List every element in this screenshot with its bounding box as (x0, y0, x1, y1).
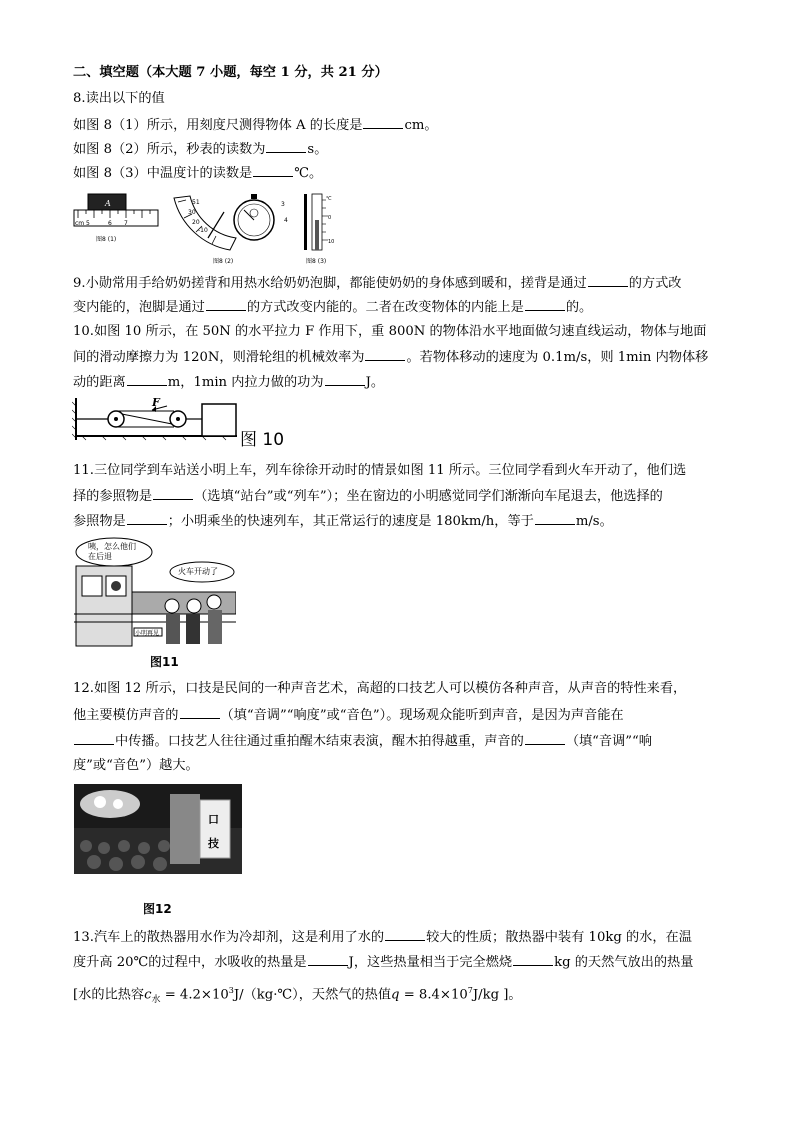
q12-line4: 度”或“音色”）越大。 (73, 758, 199, 773)
unit-text: s。 (307, 142, 328, 157)
q13-line3-text: [水的比热容 (73, 987, 145, 1003)
svg-text:6: 6 (108, 220, 112, 227)
exponent: 7 (467, 986, 473, 995)
q8-line2-text: 如图 8（2）所示，秒表的读数为 (73, 142, 266, 157)
svg-text:cm 5: cm 5 (75, 220, 90, 227)
q12-line1: 12.如图 12 所示，口技是民间的一种声音艺术，高超的口技艺人可以模仿各种声音，从声音的特性来看， (73, 681, 687, 696)
q10-line3-text: 动的距离 (73, 375, 126, 390)
q13-line2 (73, 953, 693, 972)
svg-text:-10: -10 (198, 227, 208, 234)
q10-line3-mid: m，1min 内拉力做的功为 (167, 375, 324, 390)
heat-value: = 8.4×10 (399, 987, 468, 1003)
q12-line3 (73, 732, 652, 751)
answer-blank[interactable] (513, 953, 553, 966)
fig8-1-caption: 图8 (1) (96, 236, 117, 243)
unit-text: cm。 (404, 118, 438, 133)
fig12-caption: 图12 (143, 902, 172, 916)
q11-line2 (73, 487, 663, 506)
force-label: F (152, 396, 160, 409)
svg-text:0: 0 (328, 215, 332, 221)
answer-blank[interactable] (525, 298, 565, 311)
heat-value-symbol: q (391, 987, 400, 1003)
q12-line2-text: 他主要模仿声音的 (73, 708, 179, 723)
q10-line3-tail: J。 (365, 375, 385, 390)
q12-line2-tail: （填“音调”“响度”或“音色”）。现场观众能听到声音，是因为声音能在 (220, 708, 624, 723)
svg-text:51: 51 (192, 199, 200, 206)
answer-blank[interactable] (325, 373, 365, 386)
q8-line3-text: 如图 8（3）中温度计的读数是 (73, 166, 253, 181)
svg-text:3: 3 (281, 201, 285, 208)
q11-line2-text: 择的参照物是 (73, 489, 153, 504)
q11-line1: 11.三位同学到车站送小明上车，列车徐徐开动时的情景如图 11 所示。三位同学看到火车开动了，他们选 (73, 463, 687, 478)
ruler-figure (72, 192, 162, 242)
answer-blank[interactable] (180, 706, 220, 719)
water-subscript: 水 (151, 995, 161, 1006)
q8-line3 (73, 164, 322, 183)
q11-line3-mid: ；小明乘坐的快速列车，其正常运行的速度是 180km/h，等于 (167, 514, 534, 529)
q13-line2-mid: J，这些热量相当于完全燃烧 (348, 955, 513, 970)
answer-blank[interactable] (266, 140, 306, 153)
answer-blank[interactable] (363, 116, 403, 129)
answer-blank[interactable] (308, 953, 348, 966)
answer-blank[interactable] (153, 487, 193, 500)
q11-line3-text: 参照物是 (73, 514, 126, 529)
q9-line2-mid: 的方式改变内能的。二者在改变物体的内能上是 (246, 300, 524, 315)
stopwatch-figure (168, 188, 298, 260)
answer-blank[interactable] (206, 298, 246, 311)
q8-stem: 8.读出以下的值 (73, 91, 165, 106)
answer-blank[interactable] (127, 373, 167, 386)
svg-text:7: 7 (124, 220, 128, 227)
q8-line2 (73, 140, 327, 159)
svg-text:10: 10 (328, 239, 335, 245)
q13-line1-tail: 较大的性质；散热器中装有 10kg 的水，在温 (426, 930, 692, 945)
kouji-stage-photo (74, 784, 242, 874)
heat-value-unit: J/kg ]。 (472, 987, 522, 1003)
answer-blank[interactable] (535, 512, 575, 525)
specific-heat-unit: J/（kg·℃），天然气的热值 (233, 987, 392, 1003)
q11-line3 (73, 512, 613, 531)
q9-line2 (73, 298, 592, 317)
q9-line2-text: 变内能的，泡脚是通过 (73, 300, 205, 315)
q9-line1-text: 9.小勋常用手给奶奶搓背和用热水给奶奶泡脚，都能使奶奶的身体感到暖和，搓背是通过 (73, 276, 587, 291)
fig8-3-caption: 图8 (3) (306, 258, 327, 265)
section-title: 二、填空题（本大题 7 小题，每空 1 分，共 21 分） (73, 65, 388, 80)
q9-line1 (73, 274, 681, 293)
svg-text:20: 20 (192, 219, 200, 226)
banner-char-2: 技 (208, 837, 219, 850)
specific-heat-value: = 4.2×10 (160, 987, 229, 1003)
q12-line3-mid: 中传播。口技艺人往往通过重拍醒木结束表演，醒木拍得越重，声音的 (115, 734, 524, 749)
exponent: 3 (228, 986, 234, 995)
q10-line2 (73, 348, 708, 367)
q10-line1: 10.如图 10 所示，在 50N 的水平拉力 F 作用下，重 800N 的物体沿水平地面做匀速直线运动，物体与地面 (73, 324, 707, 339)
speech-bubble-2: 火车开动了 (178, 567, 218, 576)
specific-heat-symbol: c (144, 987, 152, 1003)
speech-bubble-1: 咦，怎么他们在后退 (88, 542, 136, 561)
train-station-figure (74, 536, 236, 648)
thermometer-figure (300, 192, 340, 254)
q10-line2-tail: 。若物体移动的速度为 0.1m/s，则 1min 内物体移 (406, 350, 709, 365)
q13-line2-text: 度升高 20℃的过程中，水吸收的热量是 (73, 955, 307, 970)
answer-blank[interactable] (253, 164, 293, 177)
q9-line2-tail: 的。 (565, 300, 593, 315)
answer-blank[interactable] (74, 732, 114, 745)
fig10-caption: 图 10 (240, 430, 285, 450)
answer-blank[interactable] (127, 512, 167, 525)
fig8-2-caption: 图8 (2) (213, 258, 234, 265)
q13-line1 (73, 928, 692, 947)
answer-blank[interactable] (365, 348, 405, 361)
q12-line3-tail: （填“音调”“响 (565, 734, 652, 749)
unit-text: ℃。 (294, 166, 323, 181)
q10-line3 (73, 373, 384, 392)
svg-text:4: 4 (284, 217, 288, 224)
q8-line1 (73, 116, 438, 135)
svg-text:A: A (105, 199, 111, 208)
q11-line3-tail: m/s。 (575, 514, 613, 529)
q11-line2-tail: （选填“站台”或“列车”）；坐在窗边的小明感觉同学们渐渐向车尾退去，他选择的 (194, 489, 663, 504)
q8-line1-text: 如图 8（1）所示，用刻度尺测得物体 A 的长度是 (73, 118, 363, 133)
q10-line2-text: 间的滑动摩擦力为 120N，则滑轮组的机械效率为 (73, 350, 365, 365)
banner-char-1: 口 (208, 813, 219, 826)
q13-line1-text: 13.汽车上的散热器用水作为冷却剂，这是利用了水的 (73, 930, 385, 945)
farewell-sign: 小明再见 (135, 630, 160, 637)
answer-blank[interactable] (588, 274, 628, 287)
fig11-caption: 图11 (150, 655, 179, 669)
svg-text:℃: ℃ (326, 196, 332, 202)
q9-line1-tail: 的方式改 (628, 276, 682, 291)
answer-blank[interactable] (525, 732, 565, 745)
svg-text:30: 30 (188, 209, 196, 216)
answer-blank[interactable] (385, 928, 425, 941)
q12-line2 (73, 706, 624, 725)
q13-line2-tail: kg 的天然气放出的热量 (554, 955, 694, 970)
q13-line3 (73, 982, 522, 1009)
